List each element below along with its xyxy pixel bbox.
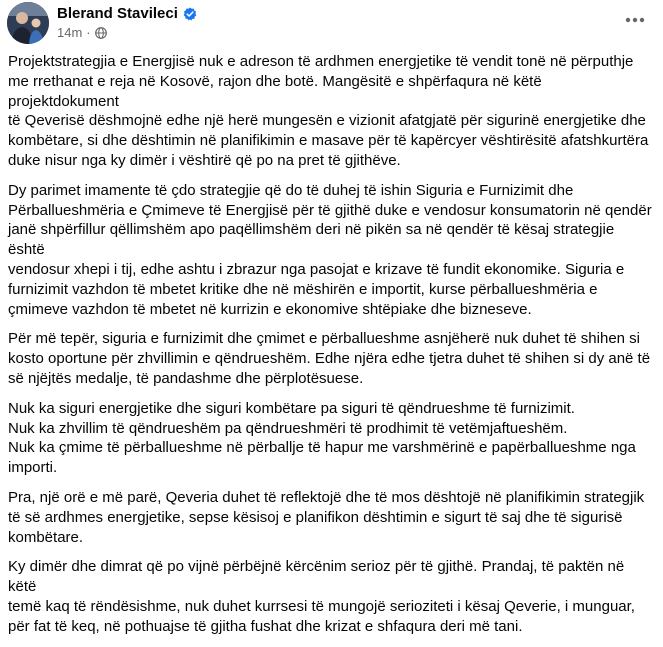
- profile-photo-icon: [7, 2, 49, 44]
- paragraph-line: kosto oportune për zhvillimin e qëndrueshëm. Edhe njëra edhe tjetra duhet të shihen si dy anë të: [8, 350, 651, 368]
- paragraph-line: Dy parimet imamente të çdo strategjie që do të duhej të ishin Siguria e Furnizimit dhe: [8, 181, 574, 199]
- paragraph-line: Nuk ka zhvillim të qëndrueshëm pa qëndrueshmëri të prodhimit të vetëmjaftueshëm.: [8, 419, 568, 437]
- paragraph-line: me rrethanat e reja në Kosovë, rajon dhe botë. Mangësitë e shpërfaqura në këtë projektdokument: [8, 72, 542, 110]
- post-body: [8, 52, 654, 647]
- post-paragraph: [8, 181, 654, 320]
- post-paragraph: [8, 52, 654, 171]
- paragraph-line: të së ardhmes energjetike, sepse kësisoj e planifikon dështimin e sigurt të saj dhe të sigurisë: [8, 508, 623, 526]
- post-paragraph: [8, 399, 654, 478]
- meta-separator: ·: [86, 25, 91, 40]
- post-paragraph: [8, 488, 654, 547]
- paragraph-line: kombëtare, si dhe dështimin në planifikimin e masave për të kapërcyer vështirësitë afatshkurtëra: [8, 132, 649, 150]
- paragraph-line: Ky dimër dhe dimrat që po vijnë përbëjnë kërcënim serioz për të gjithë. Prandaj, të paktën në këtë: [8, 558, 625, 596]
- paragraph-line: Nuk ka çmime të përballueshme në përballje të hapur me varshmërinë e papërballueshme nga: [8, 439, 636, 457]
- paragraph-line: Pra, një orë e më parë, Qeveria duhet të reflektojë dhe të mos dështojë në planifikimin strategjik: [8, 488, 645, 506]
- paragraph-line: kombëtare.: [8, 528, 84, 546]
- post-paragraph: [8, 557, 654, 636]
- post-meta: [57, 25, 107, 40]
- paragraph-line: temë kaq të rëndësishme, nuk duhet kurrsesi të mungojë serioziteti i kësaj Qeverie, i munguar,: [8, 597, 635, 615]
- paragraph-line: çmimeve vazhdon të mbetet në kurrizin e ekonomive shtëpiake dhe bizneseve.: [8, 300, 532, 318]
- author-row: [57, 5, 197, 23]
- paragraph-line: vendosur xhepi i tij, edhe ashtu i zbrazur nga pasojat e krizave të fundit ekonomike. Siguria e: [8, 260, 625, 278]
- paragraph-line: janë shpërfillur qëllimshëm apo paqëllimshëm deri në pikën sa në qendër të kësaj strategjie është: [8, 221, 615, 259]
- more-horizontal-icon: [625, 17, 645, 23]
- paragraph-line: Projektstrategjia e Energjisë nuk e adreson të ardhmen energjetike të vendit tonë në përputhje: [8, 53, 634, 70]
- verified-badge-icon: [183, 7, 197, 21]
- paragraph-line: furnizimit vazhdon të mbetet kritike dhe në mëshirën e importit, kurse përballueshmëria e: [8, 280, 598, 298]
- paragraph-line: duke nisur nga ky dimër i vështirë që po na pret të gjithëve.: [8, 151, 401, 169]
- paragraph-line: së njëjtës medalje, të pandashme dhe përplotësuese.: [8, 369, 364, 387]
- paragraph-line: importi.: [8, 459, 58, 477]
- author-name[interactable]: Blerand Stavileci: [57, 5, 178, 22]
- paragraph-line: Përballueshmëria e Çmimeve të Energjisë për të gjithë duke e vendosur konsumatorin në qendër: [8, 201, 652, 219]
- paragraph-line: Nuk ka siguri energjetike dhe siguri kombëtare pa siguri të qëndrueshme të furnizimit.: [8, 399, 575, 417]
- more-options-button[interactable]: [621, 6, 649, 34]
- post-paragraph: [8, 329, 654, 388]
- paragraph-line: për fat të keq, në pothuajse të gjitha fushat dhe krizat e shfaqura deri më tani.: [8, 617, 523, 635]
- paragraph-line: Për më tepër, siguria e furnizimit dhe çmimet e përballueshme asnjëherë nuk duhet të shihen si: [8, 330, 640, 348]
- post-header: [0, 0, 663, 52]
- paragraph-line: të Qeverisë dëshmojnë edhe një herë mungesën e vizionit afatgjatë për sigurinë energjetike dhe: [8, 112, 646, 130]
- post-time[interactable]: 14m: [57, 25, 83, 40]
- globe-icon[interactable]: [95, 27, 107, 39]
- avatar[interactable]: [7, 2, 49, 44]
